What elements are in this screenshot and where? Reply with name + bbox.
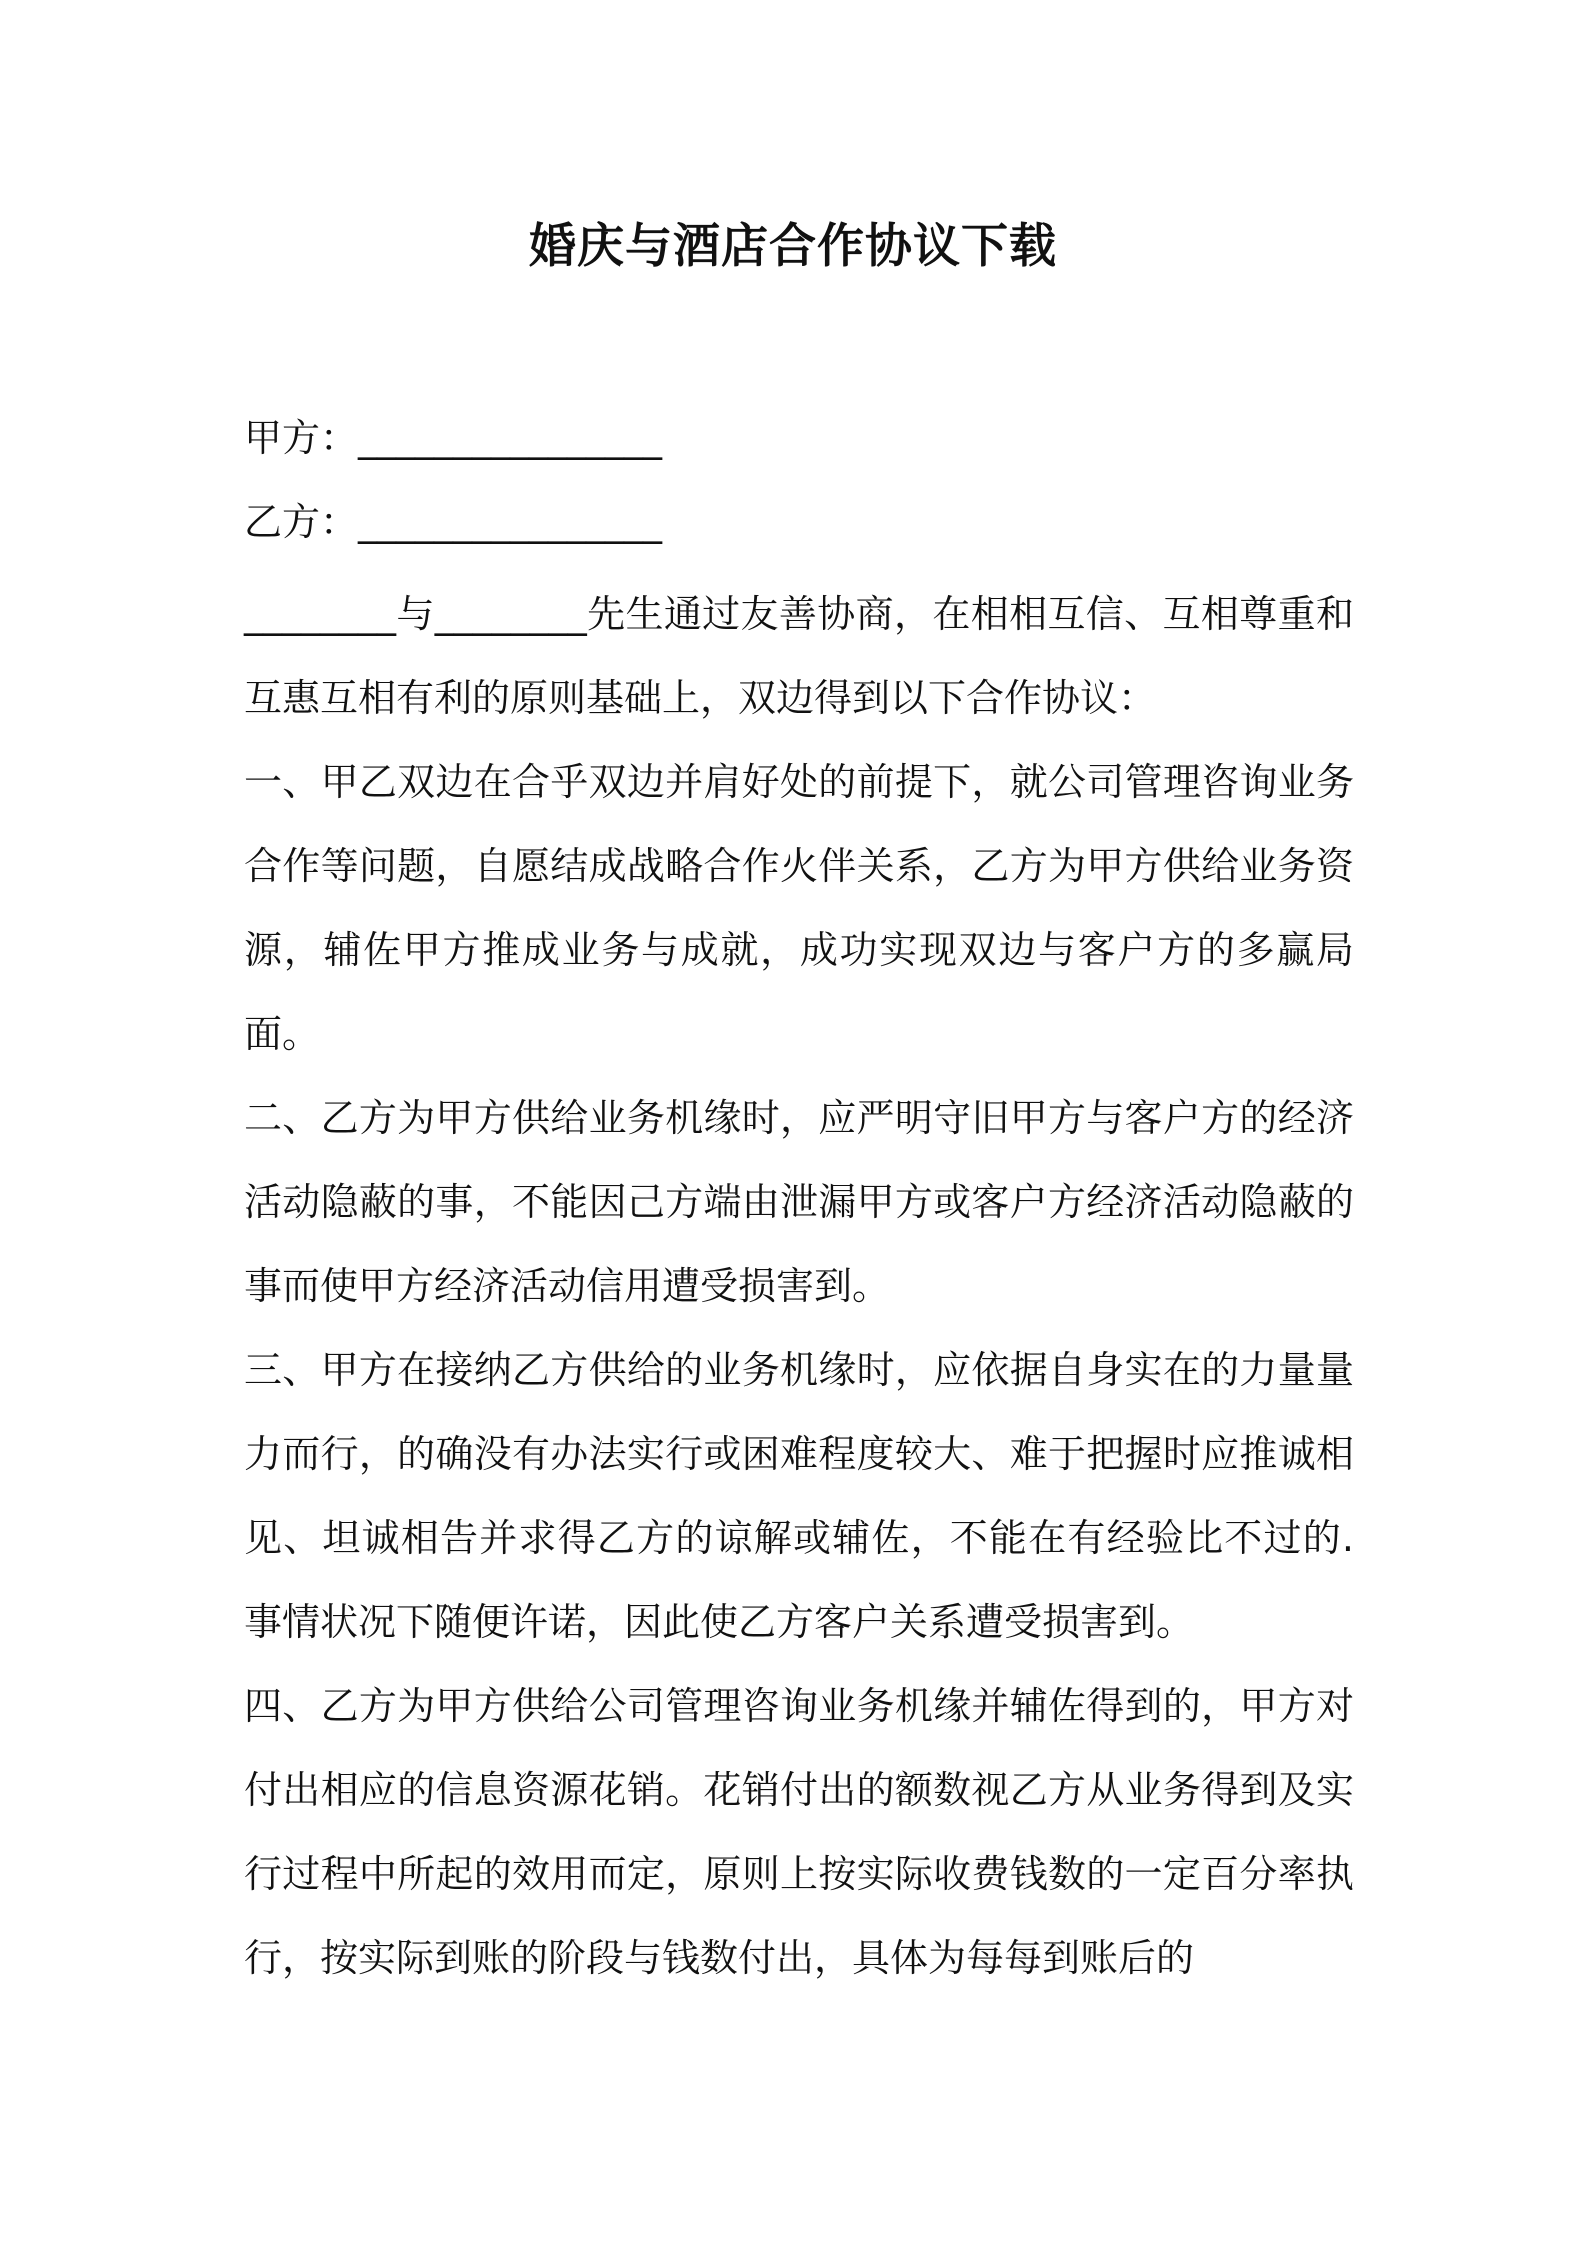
agreement-body xyxy=(244,572,1354,2000)
clause-2-paragraph: 二、乙方为甲方供给业务机缘时，应严明守旧甲方与客户方的经济活动隐蔽的事，不能因己方端由泄漏甲方或客户方经济活动隐蔽的事而使甲方经济活动信用遭受损害到。 xyxy=(244,1096,1354,1308)
document-title: 婚庆与酒店合作协议下载 xyxy=(529,219,1057,274)
party-b-label: 乙方： xyxy=(244,500,359,544)
party-b-line xyxy=(244,492,662,552)
party-a-line xyxy=(244,408,662,468)
party-a-label: 甲方： xyxy=(244,416,359,460)
clause-4-paragraph: 四、乙方为甲方供给公司管理咨询业务机缘并辅佐得到的，甲方对付出相应的信息资源花销。花销付出的额数视乙方从业务得到及实行过程中所起的效用而定，原则上按实际收费钱数的一定百分率执行，按实际到账的阶段与钱数付出，具体为每每到账后的 xyxy=(244,1684,1354,1980)
party-b-blank: ________________ xyxy=(358,500,663,544)
party-a-blank: ________________ xyxy=(358,416,663,460)
clause-1-paragraph: 一、甲乙双边在合乎双边并肩好处的前提下，就公司管理咨询业务合作等问题，自愿结成战略合作火伴关系，乙方为甲方供给业务资源，辅佐甲方推成业务与成就，成功实现双边与客户方的多赢局面。 xyxy=(244,760,1354,1056)
clause-3-paragraph: 三、甲方在接纳乙方供给的业务机缘时，应依据自身实在的力量量力而行，的确没有办法实行或困难程度较大、难于把握时应推诚相见、坦诚相告并求得乙方的谅解或辅佐，不能在有经验比不过的.事情状况下随便许诺，因此使乙方客户关系遭受损害到。 xyxy=(244,1348,1354,1644)
intro-paragraph: ________与________先生通过友善协商，在相相互信、互相尊重和互惠互相有利的原则基础上，双边得到以下合作协议： xyxy=(244,592,1354,720)
